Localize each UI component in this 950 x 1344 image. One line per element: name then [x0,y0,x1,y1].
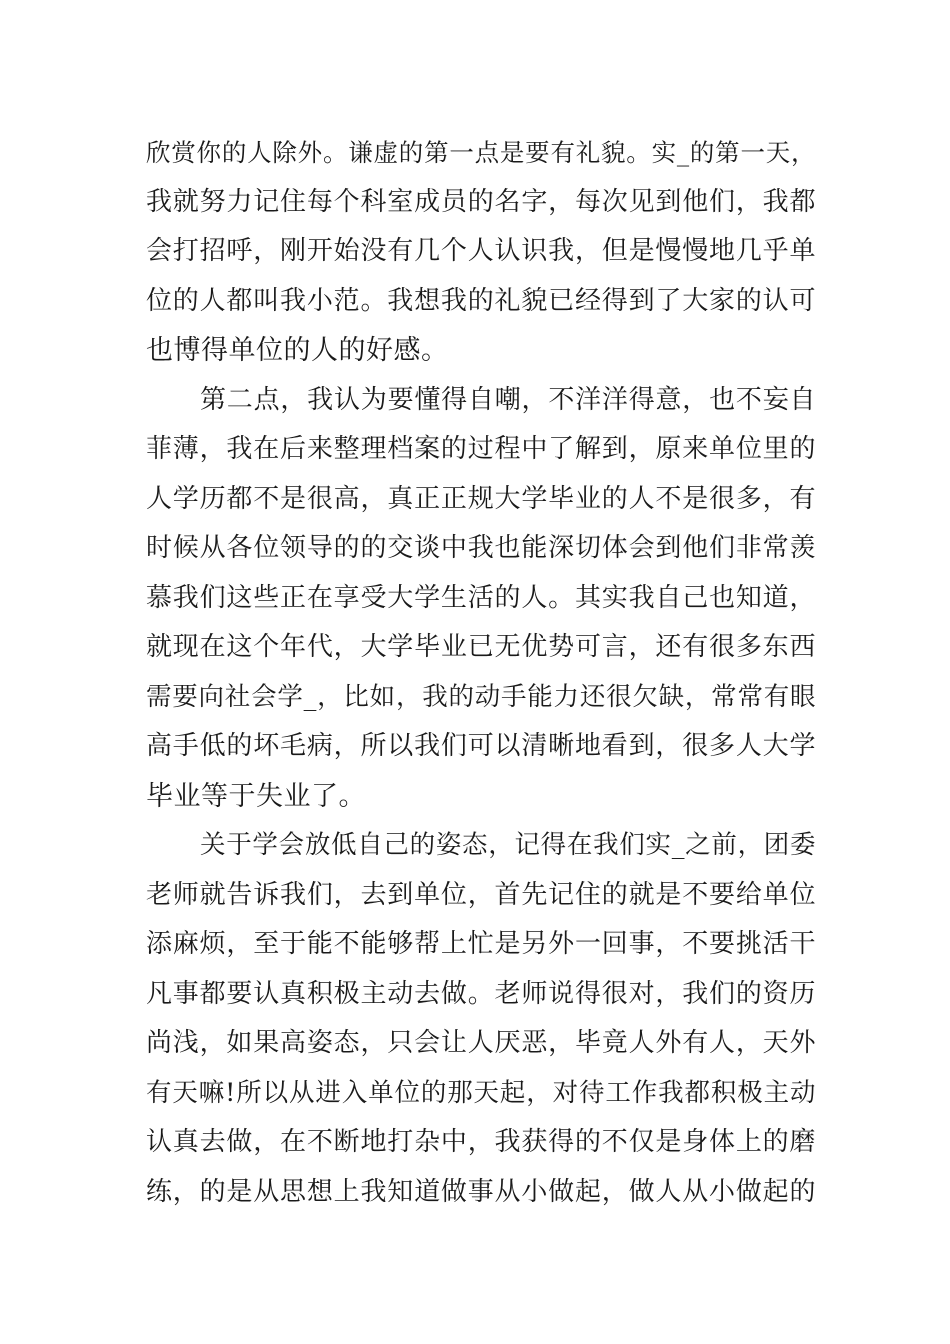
text-line: 高手低的坏毛病，所以我们可以清晰地看到，很多人大学 [146,731,816,761]
text-line: 认真去做，在不断地打杂中，我获得的不仅是身体上的磨 [146,1127,816,1157]
text-line: 添麻烦，至于能不能够帮上忙是另外一回事，不要挑活干 [146,929,816,959]
text-line: 有天嘛!所以从进入单位的那天起，对待工作我都积极主动 [146,1077,816,1108]
text-line: 也博得单位的人的好感。 [146,335,449,366]
text-line: 关于学会放低自己的姿态，记得在我们实_之前，团委 [200,830,816,860]
text-line: 第二点，我认为要懂得自嘲，不洋洋得意，也不妄自 [200,384,816,415]
text-line: 会打招呼，刚开始没有几个人认识我，但是慢慢地几乎单 [146,236,816,266]
text-line: 时候从各位领导的的交谈中我也能深切体会到他们非常羡 [146,533,816,563]
text-line: 需要向社会学_，比如，我的动手能力还很欠缺，常常有眼 [146,681,816,712]
body-text [146,128,816,1217]
text-line: 菲薄，我在后来整理档案的过程中了解到，原来单位里的 [146,434,816,464]
text-line: 就现在这个年代，大学毕业已无优势可言，还有很多东西 [146,632,816,662]
text-line: 人学历都不是很高，真正正规大学毕业的人不是很多，有 [146,483,816,514]
text-line: 老师就告诉我们，去到单位，首先记住的就是不要给单位 [146,879,816,910]
text-line: 慕我们这些正在享受大学生活的人。其实我自己也知道， [146,582,816,613]
text-line: 欣赏你的人除外。谦虚的第一点是要有礼貌。实_的第一天， [146,138,816,167]
text-line: 位的人都叫我小范。我想我的礼貌已经得到了大家的认可 [146,285,816,316]
text-line: 尚浅，如果高姿态，只会让人厌恶，毕竟人外有人，天外 [146,1028,816,1058]
text-line: 练，的是从思想上我知道做事从小做起，做人从小做起的 [146,1176,816,1207]
text-line: 凡事都要认真积极主动去做。老师说得很对，我们的资历 [146,978,816,1009]
text-line: 毕业等于失业了。 [146,780,366,812]
text-line: 我就努力记住每个科室成员的名字，每次见到他们，我都 [146,186,816,217]
